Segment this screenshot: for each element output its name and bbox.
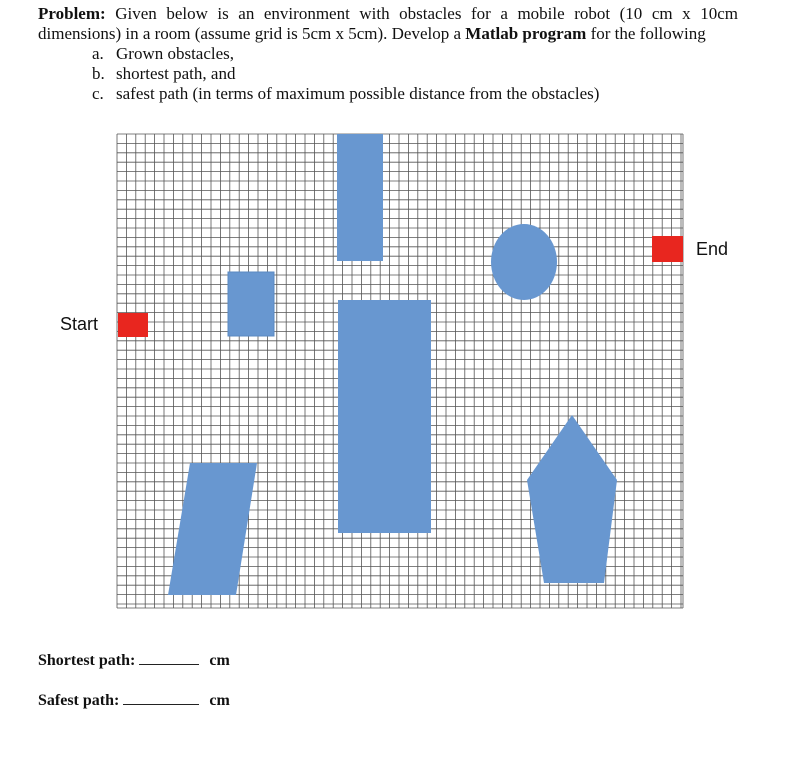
problem-label: Problem: <box>38 4 106 23</box>
safest-path-label: Safest path: <box>38 692 120 709</box>
end-label: End <box>696 239 729 259</box>
obstacle-circle <box>491 224 557 300</box>
start-marker <box>118 313 148 337</box>
obstacle-tall-rectangle <box>338 300 431 533</box>
safest-path-answer <box>38 690 230 710</box>
safest-path-blank[interactable] <box>123 690 199 705</box>
safest-path-unit: cm <box>209 692 230 709</box>
problem-text-2: for the following <box>586 24 706 43</box>
obstacle-small-square <box>228 272 274 336</box>
task-text-a: Grown obstacles, <box>116 44 235 63</box>
end-marker <box>652 236 683 262</box>
shortest-path-blank[interactable] <box>139 650 199 665</box>
shortest-path-answer <box>38 650 230 670</box>
obstacle-top-rectangle <box>337 134 383 261</box>
obstacle-pentagon <box>527 415 617 583</box>
task-marker-b: b. <box>92 64 105 83</box>
obstacle-parallelogram <box>168 463 257 595</box>
problem-text-1: Given below is an environment with obstacles for a mobile robot (10 cm x 10cm dimensions) in a room (assume grid is 5cm x 5cm). Develop a <box>38 4 738 43</box>
shortest-path-unit: cm <box>209 652 230 669</box>
task-marker-a: a. <box>92 44 104 63</box>
start-label: Start <box>60 314 99 334</box>
task-text-b: shortest path, and <box>116 64 236 83</box>
task-marker-c: c. <box>92 84 104 103</box>
shortest-path-label: Shortest path: <box>38 652 136 669</box>
task-text-c: safest path (in terms of maximum possible distance from the obstacles) <box>116 84 600 103</box>
problem-bold-term: Matlab program <box>465 24 587 43</box>
